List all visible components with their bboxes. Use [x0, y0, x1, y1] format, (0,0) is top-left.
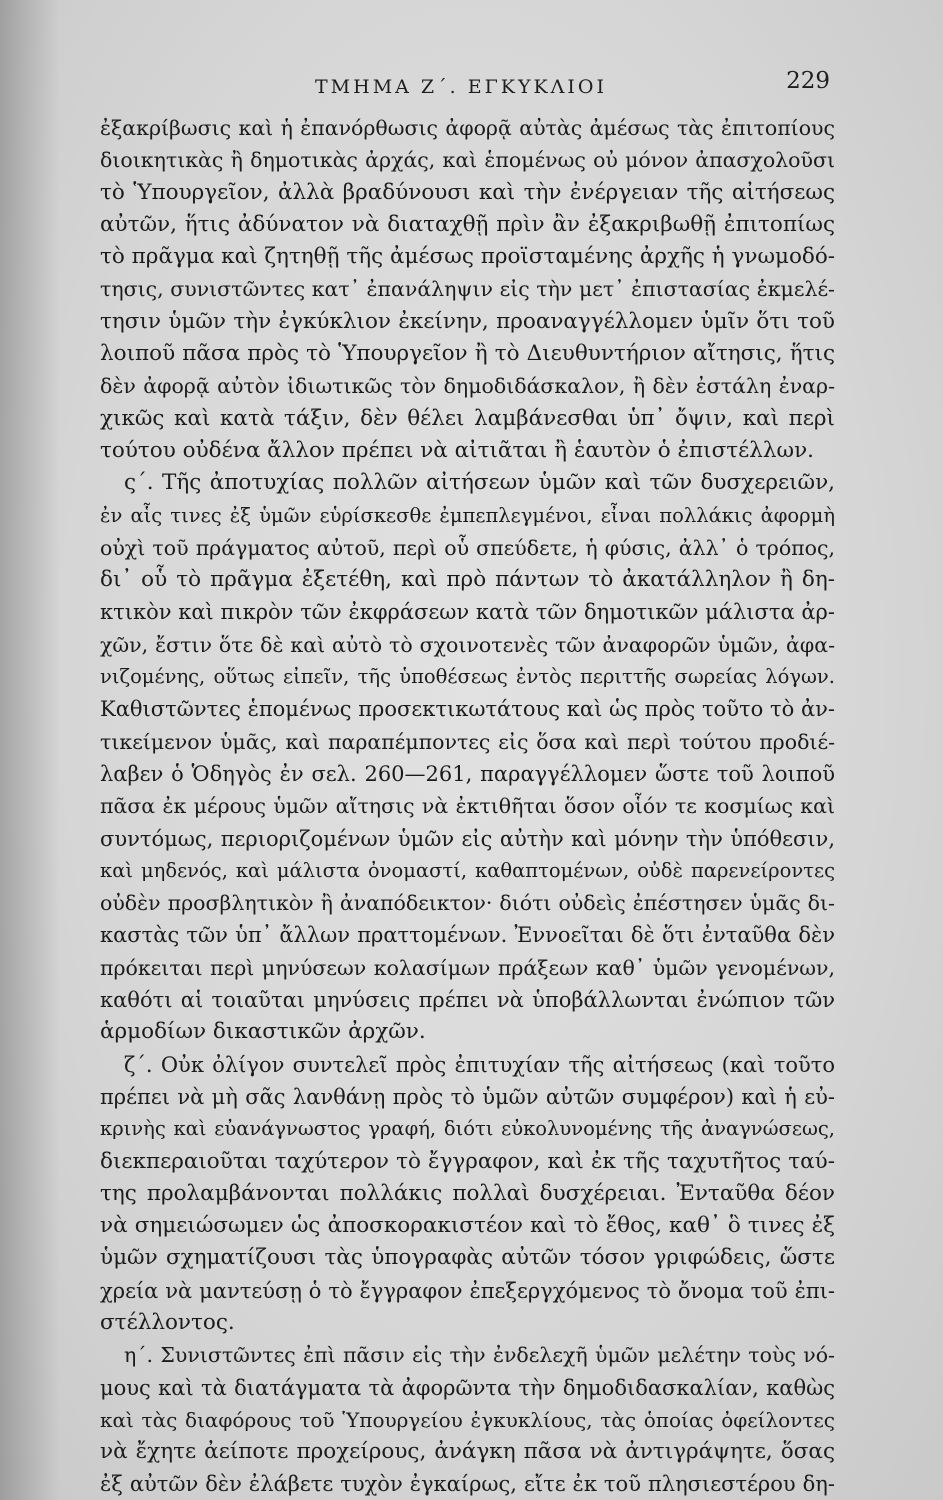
- text-line: τούτου οὐδένα ἄλλον πρέπει νὰ αἰτιᾶται ἢ ἑαυτὸν ὁ ἐπιστέλλων.: [100, 437, 814, 463]
- text-line: τησιν ὑμῶν τὴν ἐγκύκλιον ἐκείνην, προαναγγέλλομεν ὑμῖν ὅτι τοῦ: [100, 308, 835, 334]
- body-text: [100, 112, 835, 1500]
- text-line: οὐδὲν προσβλητικὸν ἢ ἀναπόδεικτον· διότι οὐδεὶς ἐπέστησεν ὑμᾶς δι-: [100, 891, 835, 916]
- paragraph-start-line: ζ΄. Οὐκ ὀλίγον συντελεῖ πρὸς ἐπιτυχίαν τῆς αἰτήσεως (καὶ τοῦτο: [124, 1052, 835, 1077]
- text-line: νὰ ἔχητε ἀείποτε προχείρους, ἀνάγκη πᾶσα νὰ ἀντιγράψητε, ὅσας: [100, 1439, 835, 1465]
- text-line: τικείμενον ὑμᾶς, καὶ παραπέμποντες εἰς ὅσα καὶ περὶ τούτου προδιέ-: [100, 729, 835, 754]
- text-line: καστὰς τῶν ὑπ᾽ ἄλλων πραττομένων. Ἐννοεῖται δὲ ὅτι ἐνταῦθα δὲν: [100, 923, 835, 948]
- text-line: στέλλοντος.: [100, 1309, 235, 1335]
- page-number: 229: [786, 68, 830, 94]
- text-line: κτικὸν καὶ πικρὸν τῶν ἐκφράσεων κατὰ τῶν δημοτικῶν μάλιστα ἀρ-: [100, 600, 835, 625]
- text-line: καὶ τὰς διαφόρους τοῦ Ὑπουργείου ἐγκυκλίους, τὰς ὁποίας ὀφείλοντες: [100, 1407, 835, 1432]
- text-line: ἐξ αὐτῶν δὲν ἐλάβετε τυχὸν ἐγκαίρως, εἴτε ἐκ τοῦ πλησιεστέρου δη-: [100, 1472, 835, 1497]
- text-line: χικῶς καὶ κατὰ τάξιν, δὲν θέλει λαμβάνεσθαι ὑπ᾽ ὄψιν, καὶ περὶ: [100, 405, 835, 431]
- text-line: τὸ πρᾶγμα καὶ ζητηθῇ τῆς ἀμέσως προϊσταμένης ἀρχῆς ἡ γνωμοδό-: [100, 244, 835, 270]
- text-line: κρινὴς καὶ εὐανάγνωστος γραφή, διότι εὐκολυνομένης τῆς ἀναγνώσεως,: [100, 1117, 835, 1141]
- running-title: ΤΜΗΜΑ Ζ΄. ΕΓΚΥΚΛΙΟΙ: [315, 76, 607, 98]
- text-line: οὐχὶ τοῦ πράγματος αὐτοῦ, περὶ οὗ σπεύδετε, ἡ φύσις, ἀλλ᾽ ὁ τρόπος,: [100, 535, 835, 560]
- text-line: δὲν ἀφορᾷ αὐτὸν ἰδιωτικῶς τὸν δημοδιδάσκαλον, ἢ δὲν ἐστάλη ἐναρ-: [100, 374, 835, 399]
- text-line: νιζομένης, οὕτως εἰπεῖν, τῆς ὑποθέσεως ἐντὸς περιττῆς σωρείας λόγων.: [100, 665, 835, 689]
- text-line: ὑμῶν σχηματίζουσι τὰς ὑπογραφὰς αὐτῶν τόσον γριφώδεις, ὥστε: [100, 1245, 835, 1271]
- text-line: νὰ σημειώσωμεν ὡς ἀποσκορακιστέον καὶ τὸ ἔθος, καθ᾽ ὃ τινες ἐξ: [100, 1213, 835, 1239]
- text-line: ἁρμοδίων δικαστικῶν ἀρχῶν.: [100, 1019, 426, 1045]
- text-line: διεκπεραιοῦται ταχύτερον τὸ ἔγγραφον, καὶ ἐκ τῆς ταχυτῆτος ταύ-: [100, 1148, 835, 1174]
- text-line: χῶν, ἔστιν ὅτε δὲ καὶ αὐτὸ τὸ σχοινοτενὲς τῶν ἀναφορῶν ὑμῶν, ἀφα-: [100, 632, 835, 657]
- text-line: αὐτῶν, ἥτις ἀδύνατον νὰ διαταχθῇ πρὶν ἂν ἐξακριβωθῇ ἐπιτοπίως: [100, 211, 835, 237]
- text-line: χρεία νὰ μαντεύσῃ ὁ τὸ ἔγγραφον ἐπεξεργχόμενος τὸ ὄνομα τοῦ ἐπι-: [100, 1278, 835, 1303]
- text-line: ἐξακρίβωσις καὶ ἡ ἐπανόρθωσις ἀφορᾷ αὐτὰς ἀμέσως τὰς ἐπιτοπίους: [100, 116, 835, 140]
- text-line: καὶ μηδενός, καὶ μάλιστα ὀνομαστί, καθαπτομένων, οὐδὲ παρενείροντες: [100, 858, 835, 882]
- text-line: δι᾽ οὗ τὸ πρᾶγμα ἐξετέθη, καὶ πρὸ πάντων τὸ ἀκατάλληλον ἢ δη-: [100, 567, 835, 593]
- paragraph-start-line: η΄. Συνιστῶντες ἐπὶ πᾶσιν εἰς τὴν ἐνδελεχῆ ὑμῶν μελέτην τοὺς νό-: [124, 1343, 835, 1368]
- text-line: λοιποῦ πᾶσα πρὸς τὸ Ὑπουργεῖον ἢ τὸ Διευθυντήριον αἴτησις, ἥτις: [100, 341, 835, 367]
- text-line: τὸ Ὑπουργεῖον, ἀλλὰ βραδύνουσι καὶ τὴν ἐνέργειαν τῆς αἰτήσεως: [100, 179, 835, 205]
- text-line: πρέπει νὰ μὴ σᾶς λανθάνῃ πρὸς τὸ ὑμῶν αὐτῶν συμφέρον) καὶ ἡ εὐ-: [100, 1084, 835, 1109]
- text-line: συντόμως, περιοριζομένων ὑμῶν εἰς αὐτὴν καὶ μόνην τὴν ὑπόθεσιν,: [100, 826, 835, 851]
- text-line: καθότι αἱ τοιαῦται μηνύσεις πρέπει νὰ ὑποβάλλωνται ἐνώπιον τῶν: [100, 988, 835, 1013]
- text-line: της προλαμβάνονται πολλάκις πολλαὶ δυσχέρειαι. Ἐνταῦθα δέον: [100, 1180, 835, 1206]
- text-line: τησις, συνιστῶντες κατ᾽ ἐπανάληψιν εἰς τὴν μετ᾽ ἐπιστασίας ἐκμελέ-: [100, 277, 835, 302]
- text-line: πρόκειται περὶ μηνύσεων κολασίμων πράξεων καθ᾽ ὑμῶν γενομένων,: [100, 955, 835, 980]
- text-line: πᾶσα ἐκ μέρους ὑμῶν αἴτησις νὰ ἐκτιθῆται ὅσον οἷόν τε κοσμίως καὶ: [100, 794, 835, 819]
- text-line: Καθιστῶντες ἑπομένως προσεκτικωτάτους καὶ ὡς πρὸς τοῦτο τὸ ἀν-: [100, 697, 835, 722]
- page-header: [100, 68, 830, 108]
- spine-shadow: [0, 0, 60, 1500]
- text-line: λαβεν ὁ Ὁδηγὸς ἐν σελ. 260—261, παραγγέλλομεν ὥστε τοῦ λοιποῦ: [100, 761, 835, 786]
- text-line: διοικητικὰς ἢ δημοτικὰς ἀρχάς, καὶ ἑπομένως οὐ μόνον ἀπασχολοῦσι: [100, 148, 835, 173]
- paragraph-start-line: ς΄. Τῆς ἀποτυχίας πολλῶν αἰτήσεων ὑμῶν καὶ τῶν δυσχερειῶν,: [124, 470, 835, 496]
- text-line: ἐν αἷς τινες ἐξ ὑμῶν εὑρίσκεσθε ἐμπεπλεγμένοι, εἶναι πολλάκις ἀφορμὴ: [100, 503, 835, 527]
- text-line: μους καὶ τὰ διατάγματα τὰ ἀφορῶντα τὴν δημοδιδασκαλίαν, καθὼς: [100, 1375, 835, 1400]
